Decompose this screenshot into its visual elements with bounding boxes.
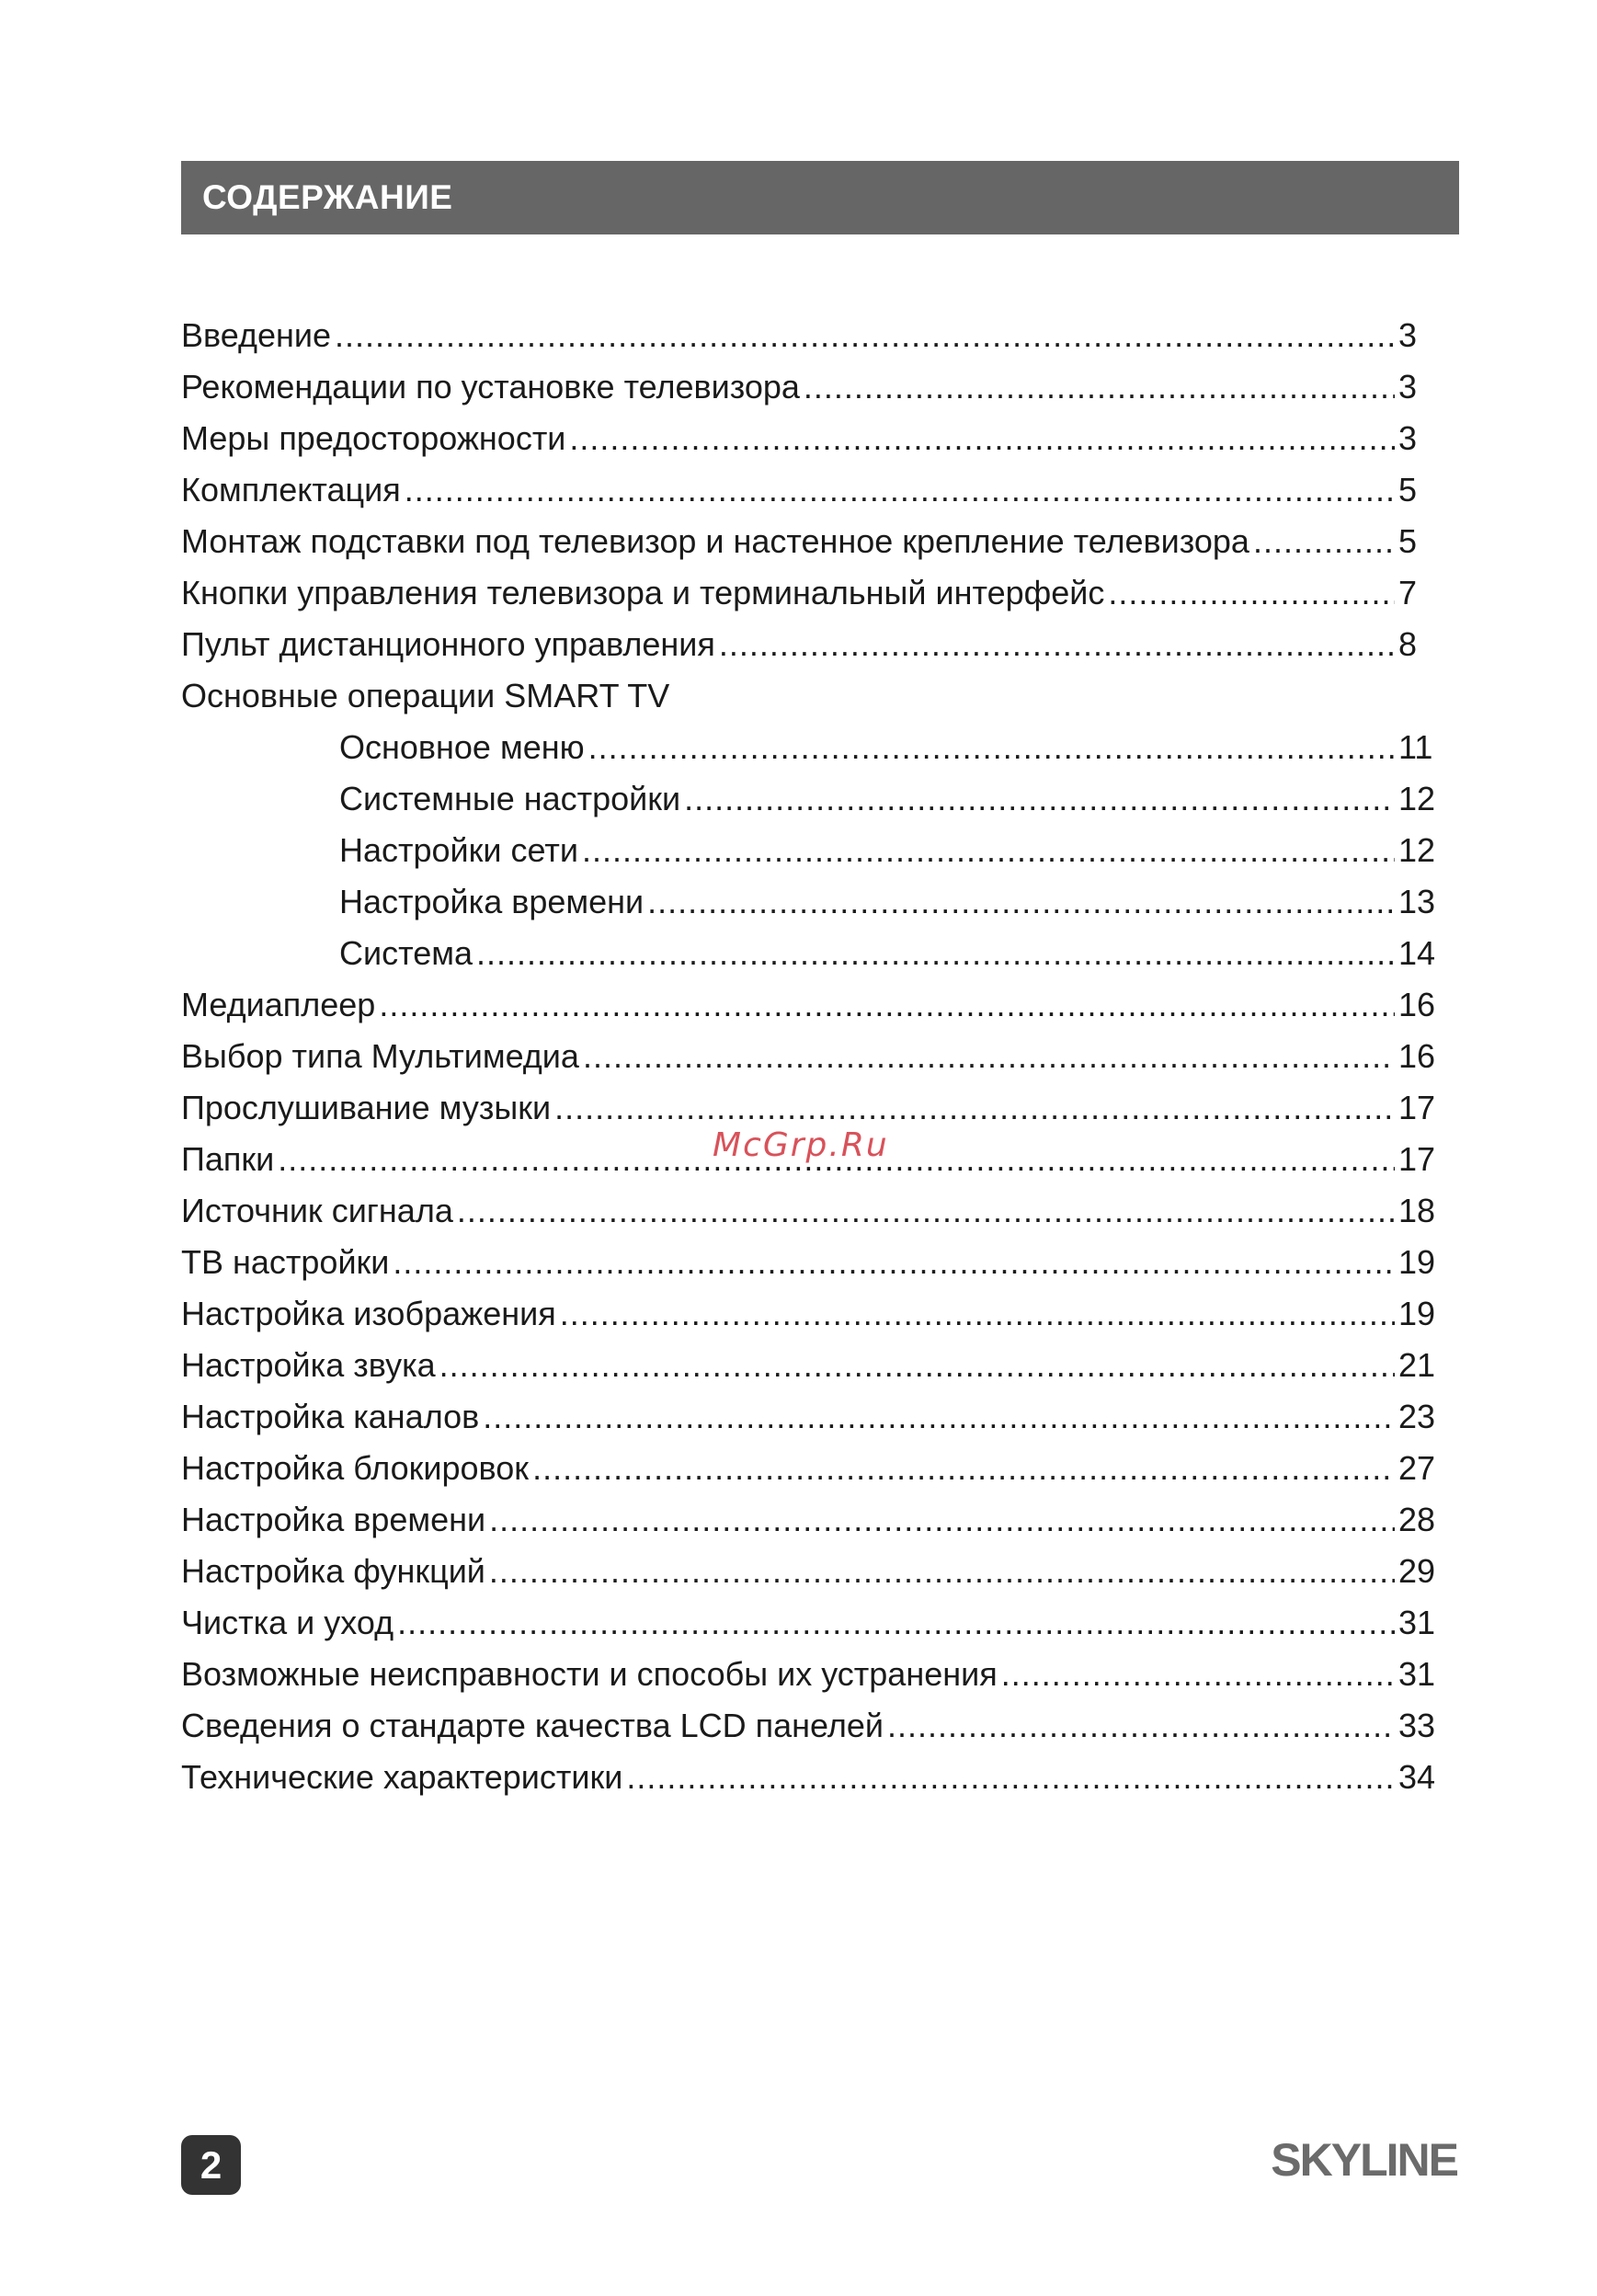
toc-entry-page: 33 [1398,1707,1436,1744]
toc-dot-leader [719,619,1395,670]
toc-dot-leader [335,310,1395,361]
toc-entry-page: 11 [1398,728,1433,766]
toc-entry [181,876,1450,928]
toc-dot-leader [582,825,1395,876]
toc-entry [181,310,1450,361]
toc-entry-page: 31 [1398,1604,1436,1641]
toc-dot-leader [439,1340,1395,1391]
toc-entry-label: Основные операции SMART TV [181,677,670,714]
toc-entry-label: Чистка и уход [181,1604,394,1641]
watermark: McGrp.Ru [713,1126,889,1164]
toc-entry-page: 29 [1398,1552,1436,1590]
toc-entry [181,1546,1450,1597]
toc-entry-label: Основное меню [339,728,585,766]
toc-entry-label: Настройка времени [339,883,645,920]
toc-entry-page: 16 [1398,1037,1436,1075]
toc-entry-label: Источник сигнала [181,1192,453,1229]
toc-entry [181,464,1450,516]
toc-entry [181,1494,1450,1546]
toc-entry [181,413,1450,464]
toc-entry [181,567,1450,619]
toc-entry-label: Системные настройки [339,780,681,817]
toc-entry-page: 27 [1398,1449,1436,1487]
toc-dot-leader [457,1185,1395,1237]
toc-dot-leader [489,1494,1395,1546]
toc-dot-leader [560,1288,1395,1340]
toc-dot-leader [554,1082,1395,1134]
toc-entry-label: Настройки сети [339,831,578,869]
toc-entry-page: 34 [1398,1758,1436,1796]
toc-dot-leader [405,464,1395,516]
toc-entry-label: Настройка звука [181,1346,436,1384]
toc-entry-page: 12 [1398,831,1436,869]
toc-dot-leader [684,773,1395,825]
toc-entry-page: 3 [1398,419,1418,457]
toc-entry [181,619,1450,670]
toc-entry-label: Настройка каналов [181,1398,480,1435]
toc-dot-leader [397,1597,1395,1649]
toc-entry [181,1391,1450,1443]
toc-entry-label: Настройка изображения [181,1295,556,1332]
toc-entry [181,670,1450,722]
toc-entry [181,361,1450,413]
toc-entry-label: Настройка блокировок [181,1449,530,1487]
toc-entry-label: Монтаж подставки под телевизор и настенное крепление телевизора [181,522,1249,560]
toc-entry-page: 13 [1398,883,1436,920]
toc-dot-leader [532,1443,1395,1494]
toc-entry-label: Кнопки управления телевизора и терминальный интерфейс [181,574,1105,611]
toc-entry-page: 21 [1398,1346,1436,1384]
toc-entry-page: 28 [1398,1501,1436,1538]
toc-entry [181,1340,1450,1391]
toc-entry-label: Настройка времени [181,1501,486,1538]
toc-entry-label: Прослушивание музыки [181,1089,552,1126]
toc-dot-leader [647,876,1395,928]
toc-entry [181,1597,1450,1649]
toc-entry-label: Медиаплеер [181,986,376,1023]
toc-entry-page: 8 [1398,625,1418,663]
toc-entry-label: ТВ настройки [181,1243,390,1281]
toc-entry-label: Меры предосторожности [181,419,566,457]
toc-entry-page: 5 [1398,471,1418,508]
toc-entry-page: 14 [1398,934,1436,972]
toc-entry-page: 7 [1398,574,1418,611]
toc-entry [181,1443,1450,1494]
toc-entry-page: 19 [1398,1295,1436,1332]
toc-dot-leader [1108,567,1395,619]
toc-entry-page: 17 [1398,1089,1436,1126]
toc-entry-label: Технические характеристики [181,1758,623,1796]
toc-entry-label: Система [339,934,473,972]
toc-dot-leader [1001,1649,1395,1700]
section-header [181,161,1459,234]
toc-entry [181,516,1450,567]
toc-dot-leader [887,1700,1395,1752]
brand-logo: SKYLINE [1271,2134,1457,2186]
toc-entry-page: 19 [1398,1243,1436,1281]
toc-entry-page: 12 [1398,780,1436,817]
toc-dot-leader [476,928,1395,979]
toc-entry [181,722,1450,773]
toc-entry-page: 31 [1398,1655,1436,1693]
toc-entry-label: Комплектация [181,471,401,508]
toc-entry-label: Пульт дистанционного управления [181,625,715,663]
toc-entry [181,1288,1450,1340]
toc-entry [181,1031,1450,1082]
toc-dot-leader [379,979,1395,1031]
toc-entry-page: 3 [1398,316,1418,354]
toc-entry [181,773,1450,825]
toc-entry [181,1649,1450,1700]
toc-entry-page: 16 [1398,986,1436,1023]
toc-entry-label: Возможные неисправности и способы их устранения [181,1655,998,1693]
toc-entry-label: Папки [181,1140,275,1178]
toc-entry [181,1752,1450,1803]
toc-dot-leader [583,1031,1395,1082]
toc-dot-leader [626,1752,1395,1803]
toc-dot-leader [569,413,1395,464]
toc-entry-label: Рекомендации по установке телевизора [181,368,800,406]
toc-entry-page: 23 [1398,1398,1436,1435]
toc-entry-label: Введение [181,316,332,354]
toc-dot-leader [483,1391,1395,1443]
toc-dot-leader [393,1237,1395,1288]
toc-dot-leader [1253,516,1395,567]
toc-entry-page: 17 [1398,1140,1436,1178]
toc-entry-label: Сведения о стандарте качества LCD панелей [181,1707,884,1744]
toc-entry [181,979,1450,1031]
toc-entry [181,1185,1450,1237]
page-title: СОДЕРЖАНИЕ [202,178,453,216]
toc-entry-page: 18 [1398,1192,1436,1229]
page-number-badge: 2 [181,2135,241,2195]
toc-dot-leader [804,361,1395,413]
toc-entry-page: 3 [1398,368,1418,406]
toc-entry-label: Выбор типа Мультимедиа [181,1037,579,1075]
toc-entry [181,928,1450,979]
table-of-contents [181,310,1450,1803]
toc-entry-label: Настройка функций [181,1552,485,1590]
toc-entry-page: 5 [1398,522,1418,560]
toc-entry [181,825,1450,876]
toc-dot-leader [588,722,1395,773]
toc-dot-leader [489,1546,1395,1597]
toc-entry [181,1700,1450,1752]
toc-entry [181,1237,1450,1288]
